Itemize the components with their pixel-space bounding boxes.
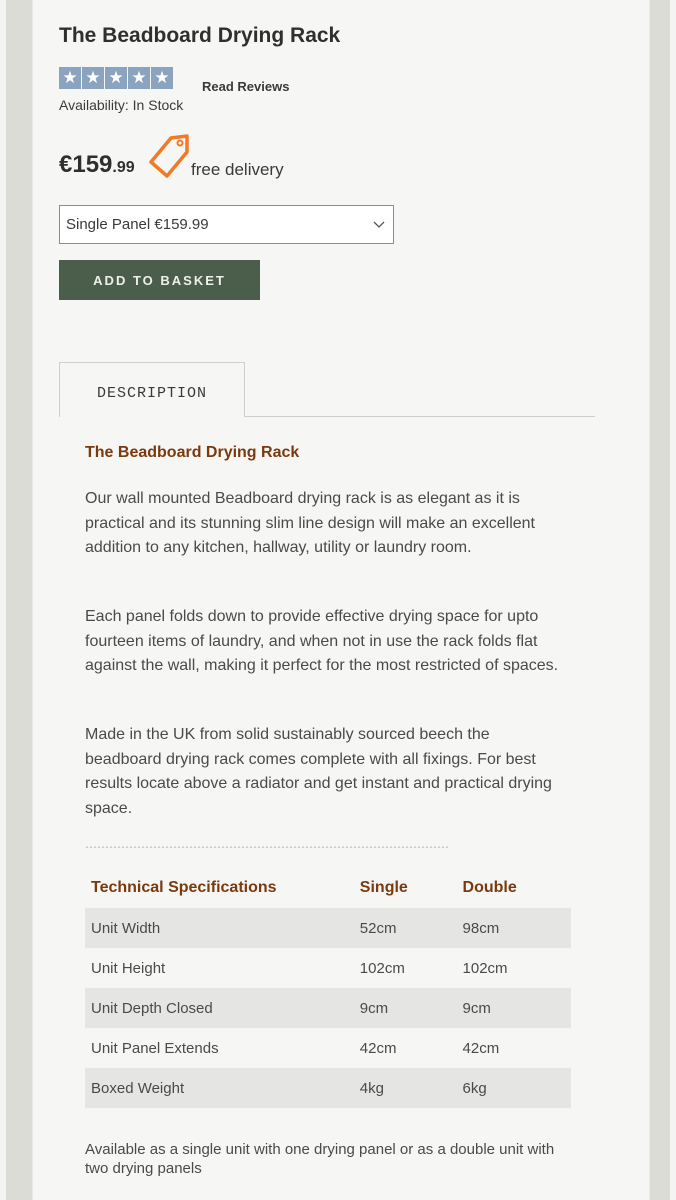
page-gutter-right xyxy=(670,0,676,1200)
product-title: The Beadboard Drying Rack xyxy=(59,24,341,47)
availability-status: Availability: In Stock xyxy=(59,97,184,113)
table-cell: 98cm xyxy=(457,908,571,948)
delivery-note: free delivery xyxy=(191,160,284,179)
star-rating[interactable] xyxy=(59,67,173,89)
table-cell: 9cm xyxy=(354,988,457,1028)
description-paragraph: Our wall mounted Beadboard drying rack is as elegant as it is practical and its stunning slim line design will make an excellent addition to any kitchen, hallway, utility or laundry room. xyxy=(85,490,535,556)
price xyxy=(59,151,135,179)
tab-description[interactable]: DESCRIPTION xyxy=(59,362,245,417)
variant-select[interactable] xyxy=(59,205,394,244)
table-row xyxy=(85,948,571,988)
price-main: €159 xyxy=(59,151,113,178)
star-icon: ★ xyxy=(128,67,150,89)
table-header: Technical Specifications xyxy=(91,879,277,896)
table-cell: 6kg xyxy=(457,1068,571,1108)
product-page xyxy=(32,0,650,1200)
table-cell: Unit Width xyxy=(85,908,354,948)
table-cell: 42cm xyxy=(359,1039,397,1057)
tab-divider xyxy=(245,416,595,417)
star-icon: ★ xyxy=(105,67,127,89)
table-row xyxy=(85,988,571,1028)
table-cell: 102cm xyxy=(462,959,508,977)
read-reviews-link[interactable]: Read Reviews xyxy=(202,79,290,94)
star-icon: ★ xyxy=(59,67,81,89)
table-cell: 4kg xyxy=(354,1068,457,1108)
table-cell: 42cm xyxy=(462,1039,500,1057)
dotted-divider xyxy=(85,846,449,848)
star-icon: ★ xyxy=(82,67,104,89)
variant-select-value: Single Panel €159.99 xyxy=(66,216,209,233)
table-cell: 52cm xyxy=(354,908,457,948)
chevron-down-icon xyxy=(373,218,385,230)
price-tag-icon xyxy=(143,130,193,180)
table-header: Double xyxy=(462,879,517,896)
price-cents: .99 xyxy=(112,159,135,176)
table-cell: 9cm xyxy=(457,988,571,1028)
table-row xyxy=(85,908,571,948)
page-gutter-left xyxy=(0,0,6,1200)
table-header: Single xyxy=(359,879,408,896)
description-paragraph: Each panel folds down to provide effective drying space for upto fourteen items of laundry, and when not in use the rack folds flat against the wall, making it perfect for the most restricted of spaces. xyxy=(85,608,559,674)
description-paragraph: Made in the UK from solid sustainably sourced beech the beadboard drying rack comes complete with all fixings. For best results locate above a radiator and get instant and practical drying space. xyxy=(85,726,552,817)
table-row xyxy=(85,1068,571,1108)
availability-footnote: Available as a single unit with one drying panel or as a double unit with two drying panels xyxy=(85,1141,555,1177)
table-row xyxy=(85,1028,571,1068)
add-to-basket-button[interactable]: ADD TO BASKET xyxy=(59,260,260,300)
table-cell: Boxed Weight xyxy=(85,1068,354,1108)
description-heading: The Beadboard Drying Rack xyxy=(85,444,300,461)
star-icon: ★ xyxy=(151,67,173,89)
table-cell: Unit Height xyxy=(91,959,166,977)
table-cell: 102cm xyxy=(359,959,405,977)
table-header-row xyxy=(85,868,571,908)
specifications-table xyxy=(85,868,571,1108)
table-cell: Unit Depth Closed xyxy=(85,988,354,1028)
table-cell: Unit Panel Extends xyxy=(91,1039,219,1057)
